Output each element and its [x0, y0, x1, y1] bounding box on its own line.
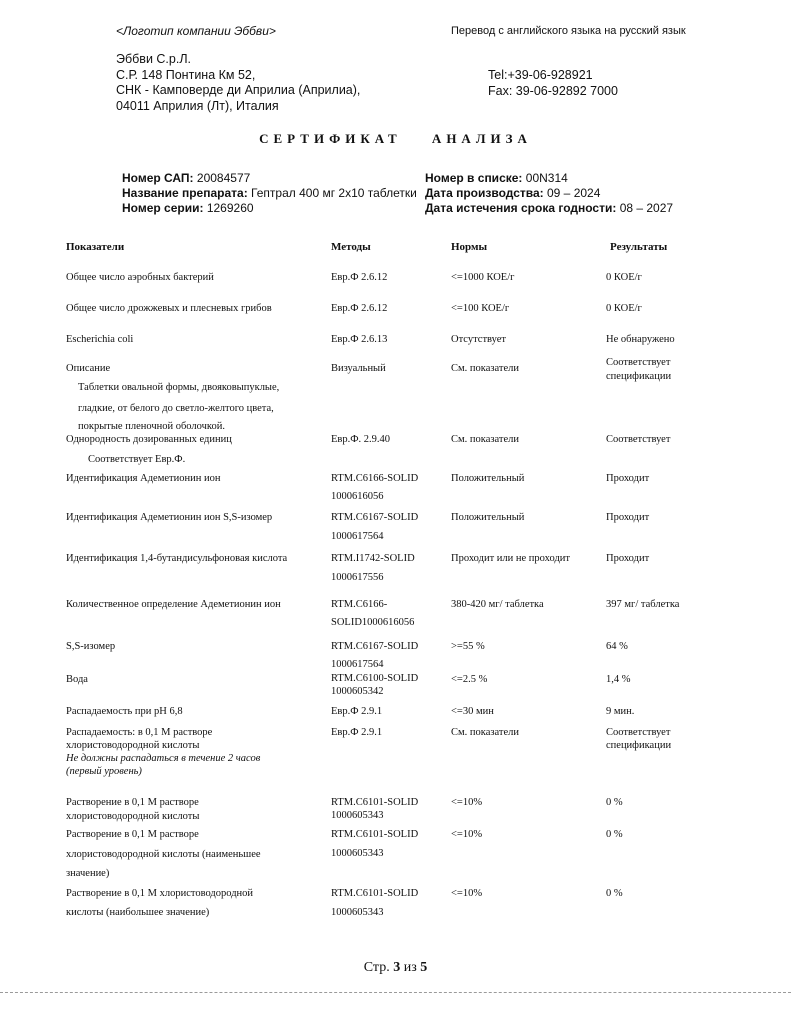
table-row-method: 1000617564: [331, 659, 384, 670]
table-row-method: RTM.C6166-: [331, 599, 388, 610]
table-row-param: Количественное определение Адеметионин ион: [66, 599, 281, 610]
company-name: Эббви С.р.Л.: [116, 52, 191, 66]
table-row-method: RTM.I1742-SOLID: [331, 553, 415, 564]
batch-number: Номер серии: 1269260: [122, 201, 254, 215]
table-row-method: Евр.Ф. 2.9.40: [331, 434, 391, 445]
table-row-norm: >=55 %: [451, 641, 485, 652]
table-row-param: Идентификация Адеметионин ион S,S-изомер: [66, 512, 273, 523]
table-row-param: хлористоводородной кислоты: [66, 811, 200, 822]
table-row-result: 0 КОЕ/г: [606, 303, 642, 314]
fax-number: Fax: 39-06-92892 7000: [488, 83, 618, 98]
table-row-norm: <=30 мин: [451, 706, 494, 717]
table-row-param: Вода: [66, 674, 88, 685]
table-row-param: S,S-изомер: [66, 641, 116, 652]
table-row-norm: См. показатели: [451, 434, 520, 445]
table-row-result: 0 КОЕ/г: [606, 272, 642, 283]
table-row-method: Евр.Ф 2.6.13: [331, 334, 388, 345]
table-row-method: Визуальный: [331, 363, 386, 374]
product-info-left: [122, 171, 417, 216]
table-row-param: Растворение в 0,1 М растворе: [66, 797, 199, 808]
table-row-result: 0 %: [606, 829, 623, 840]
phone-number: Tel:+39-06-928921: [488, 68, 593, 82]
page-bottom-divider: [0, 992, 791, 993]
document-title: СЕРТИФИКАТ АНАЛИЗА: [259, 131, 532, 146]
table-row-norm: Положительный: [451, 512, 525, 523]
column-header-method: Методы: [331, 241, 371, 253]
table-row-param: кислоты (наибольшее значение): [66, 907, 210, 918]
table-row-param: Растворение в 0,1 М хлористоводородной: [66, 888, 254, 899]
table-row-param: хлористоводородной кислоты: [66, 740, 200, 751]
table-row-param-detail: Соответствует Евр.Ф.: [88, 454, 186, 465]
table-row-method: RTM.C6167-SOLID: [331, 641, 419, 652]
table-row-note: (первый уровень): [66, 766, 142, 777]
table-row-param: Распадаемость при pH 6,8: [66, 706, 183, 717]
table-row-norm: <=10%: [451, 829, 483, 840]
table-row-result: Соответствует: [606, 727, 671, 738]
table-row-method: 1000605343: [331, 810, 384, 821]
table-row-param: Идентификация 1,4-бутандисульфоновая кислота: [66, 553, 288, 564]
table-row-norm: Отсутствует: [451, 334, 506, 345]
table-row-result: Соответствует: [606, 357, 671, 368]
table-row-method: RTM.C6166-SOLID: [331, 473, 419, 484]
table-row-param: Escherichia coli: [66, 334, 134, 345]
table-row-norm: Положительный: [451, 473, 525, 484]
table-row-norm: <=10%: [451, 797, 483, 808]
table-row-method: RTM.C6101-SOLID: [331, 829, 419, 840]
list-number: Номер в списке: 00N314: [425, 171, 568, 185]
table-row-method: RTM.C6167-SOLID: [331, 512, 419, 523]
product-info-right: [425, 171, 673, 216]
table-row-norm: <=10%: [451, 888, 483, 899]
table-row-norm: <=1000 КОЕ/г: [451, 272, 515, 283]
table-row-result: Проходит: [606, 553, 650, 564]
address-line-3: 04011 Априлия (Лт), Италия: [116, 98, 279, 113]
table-row-param: хлористоводородной кислоты (наименьшее: [66, 849, 261, 860]
logo-placeholder: <Логотип компании Эббви>: [116, 24, 276, 38]
expiry-date: Дата истечения срока годности: 08 – 2027: [425, 201, 674, 215]
column-header-result: Результаты: [610, 241, 668, 253]
table-row-result: 0 %: [606, 888, 623, 899]
table-row-norm: См. показатели: [451, 727, 520, 738]
table-row-method: 1000617556: [331, 572, 384, 583]
manufacture-date: Дата производства: 09 – 2024: [425, 186, 601, 200]
column-header-parameter: Показатели: [66, 241, 125, 253]
table-row-note: Не должны распадаться в течение 2 часов: [66, 753, 261, 764]
table-row-norm: <=100 КОЕ/г: [451, 303, 510, 314]
table-row-method: 1000617564: [331, 531, 384, 542]
table-row-method: 1000616056: [331, 491, 384, 502]
table-row-method: Евр.Ф 2.6.12: [331, 303, 388, 314]
table-row-param: Описание: [66, 363, 111, 374]
table-row-method: Евр.Ф 2.9.1: [331, 706, 383, 717]
table-row-result: спецификации: [606, 371, 672, 382]
table-row-param: Общее число дрожжевых и плесневых грибов: [66, 303, 272, 314]
table-row-method: SOLID1000616056: [331, 617, 415, 628]
table-row-method: RTM.C6101-SOLID: [331, 888, 419, 899]
table-row-param: Общее число аэробных бактерий: [66, 272, 214, 283]
table-row-result: 9 мин.: [606, 706, 635, 717]
table-row-result: 64 %: [606, 641, 628, 652]
table-row-result: 1,4 %: [606, 674, 631, 685]
table-row-norm: <=2.5 %: [451, 674, 488, 685]
table-row-param: Идентификация Адеметионин ион: [66, 473, 221, 484]
company-contacts: [488, 68, 618, 99]
table-row-method: Евр.Ф 2.6.12: [331, 272, 388, 283]
table-row-method: RTM.C6100-SOLID: [331, 673, 419, 684]
table-row-result: Проходит: [606, 473, 650, 484]
table-row-result: 397 мг/ таблетка: [606, 599, 680, 610]
table-row-result: Соответствует: [606, 434, 671, 445]
table-row-result: Проходит: [606, 512, 650, 523]
column-header-norm: Нормы: [451, 241, 488, 253]
product-name: Название препарата: Гептрал 400 мг 2х10 таблетки: [122, 186, 417, 200]
table-row-param: Однородность дозированных единиц: [66, 434, 232, 445]
table-row-param-detail: Таблетки овальной формы, двояковыпуклые,: [78, 382, 280, 393]
page-number: Стр. 3 из 5: [363, 960, 428, 975]
table-row-param-detail: покрытые пленочной оболочкой.: [78, 421, 225, 432]
translation-note: Перевод с английского языка на русский язык: [451, 25, 686, 37]
table-row-param: Распадаемость: в 0,1 М растворе: [66, 727, 213, 738]
company-address: [116, 52, 360, 114]
table-row-param: значение): [66, 868, 110, 879]
table-row-method: 1000605342: [331, 686, 384, 697]
table-row-method: 1000605343: [331, 907, 384, 918]
table-row-result: 0 %: [606, 797, 623, 808]
table-row-method: 1000605343: [331, 848, 384, 859]
sap-number: Номер САП: 20084577: [122, 171, 251, 185]
table-row-param: Растворение в 0,1 М растворе: [66, 829, 199, 840]
table-row-method: Евр.Ф 2.9.1: [331, 727, 383, 738]
table-row-method: RTM.C6101-SOLID: [331, 797, 419, 808]
table-row-result: спецификации: [606, 740, 672, 751]
address-line-2: СНК - Камповерде ди Априлиа (Априлиа),: [116, 83, 361, 97]
table-row-norm: Проходит или не проходит: [451, 553, 571, 564]
table-row-result: Не обнаружено: [606, 334, 675, 345]
table-row-param-detail: гладкие, от белого до светло-желтого цвета,: [78, 403, 274, 414]
address-line-1: С.Р. 148 Понтина Км 52,: [116, 67, 256, 82]
table-row-norm: См. показатели: [451, 363, 520, 374]
table-row-norm: 380-420 мг/ таблетка: [451, 599, 544, 610]
